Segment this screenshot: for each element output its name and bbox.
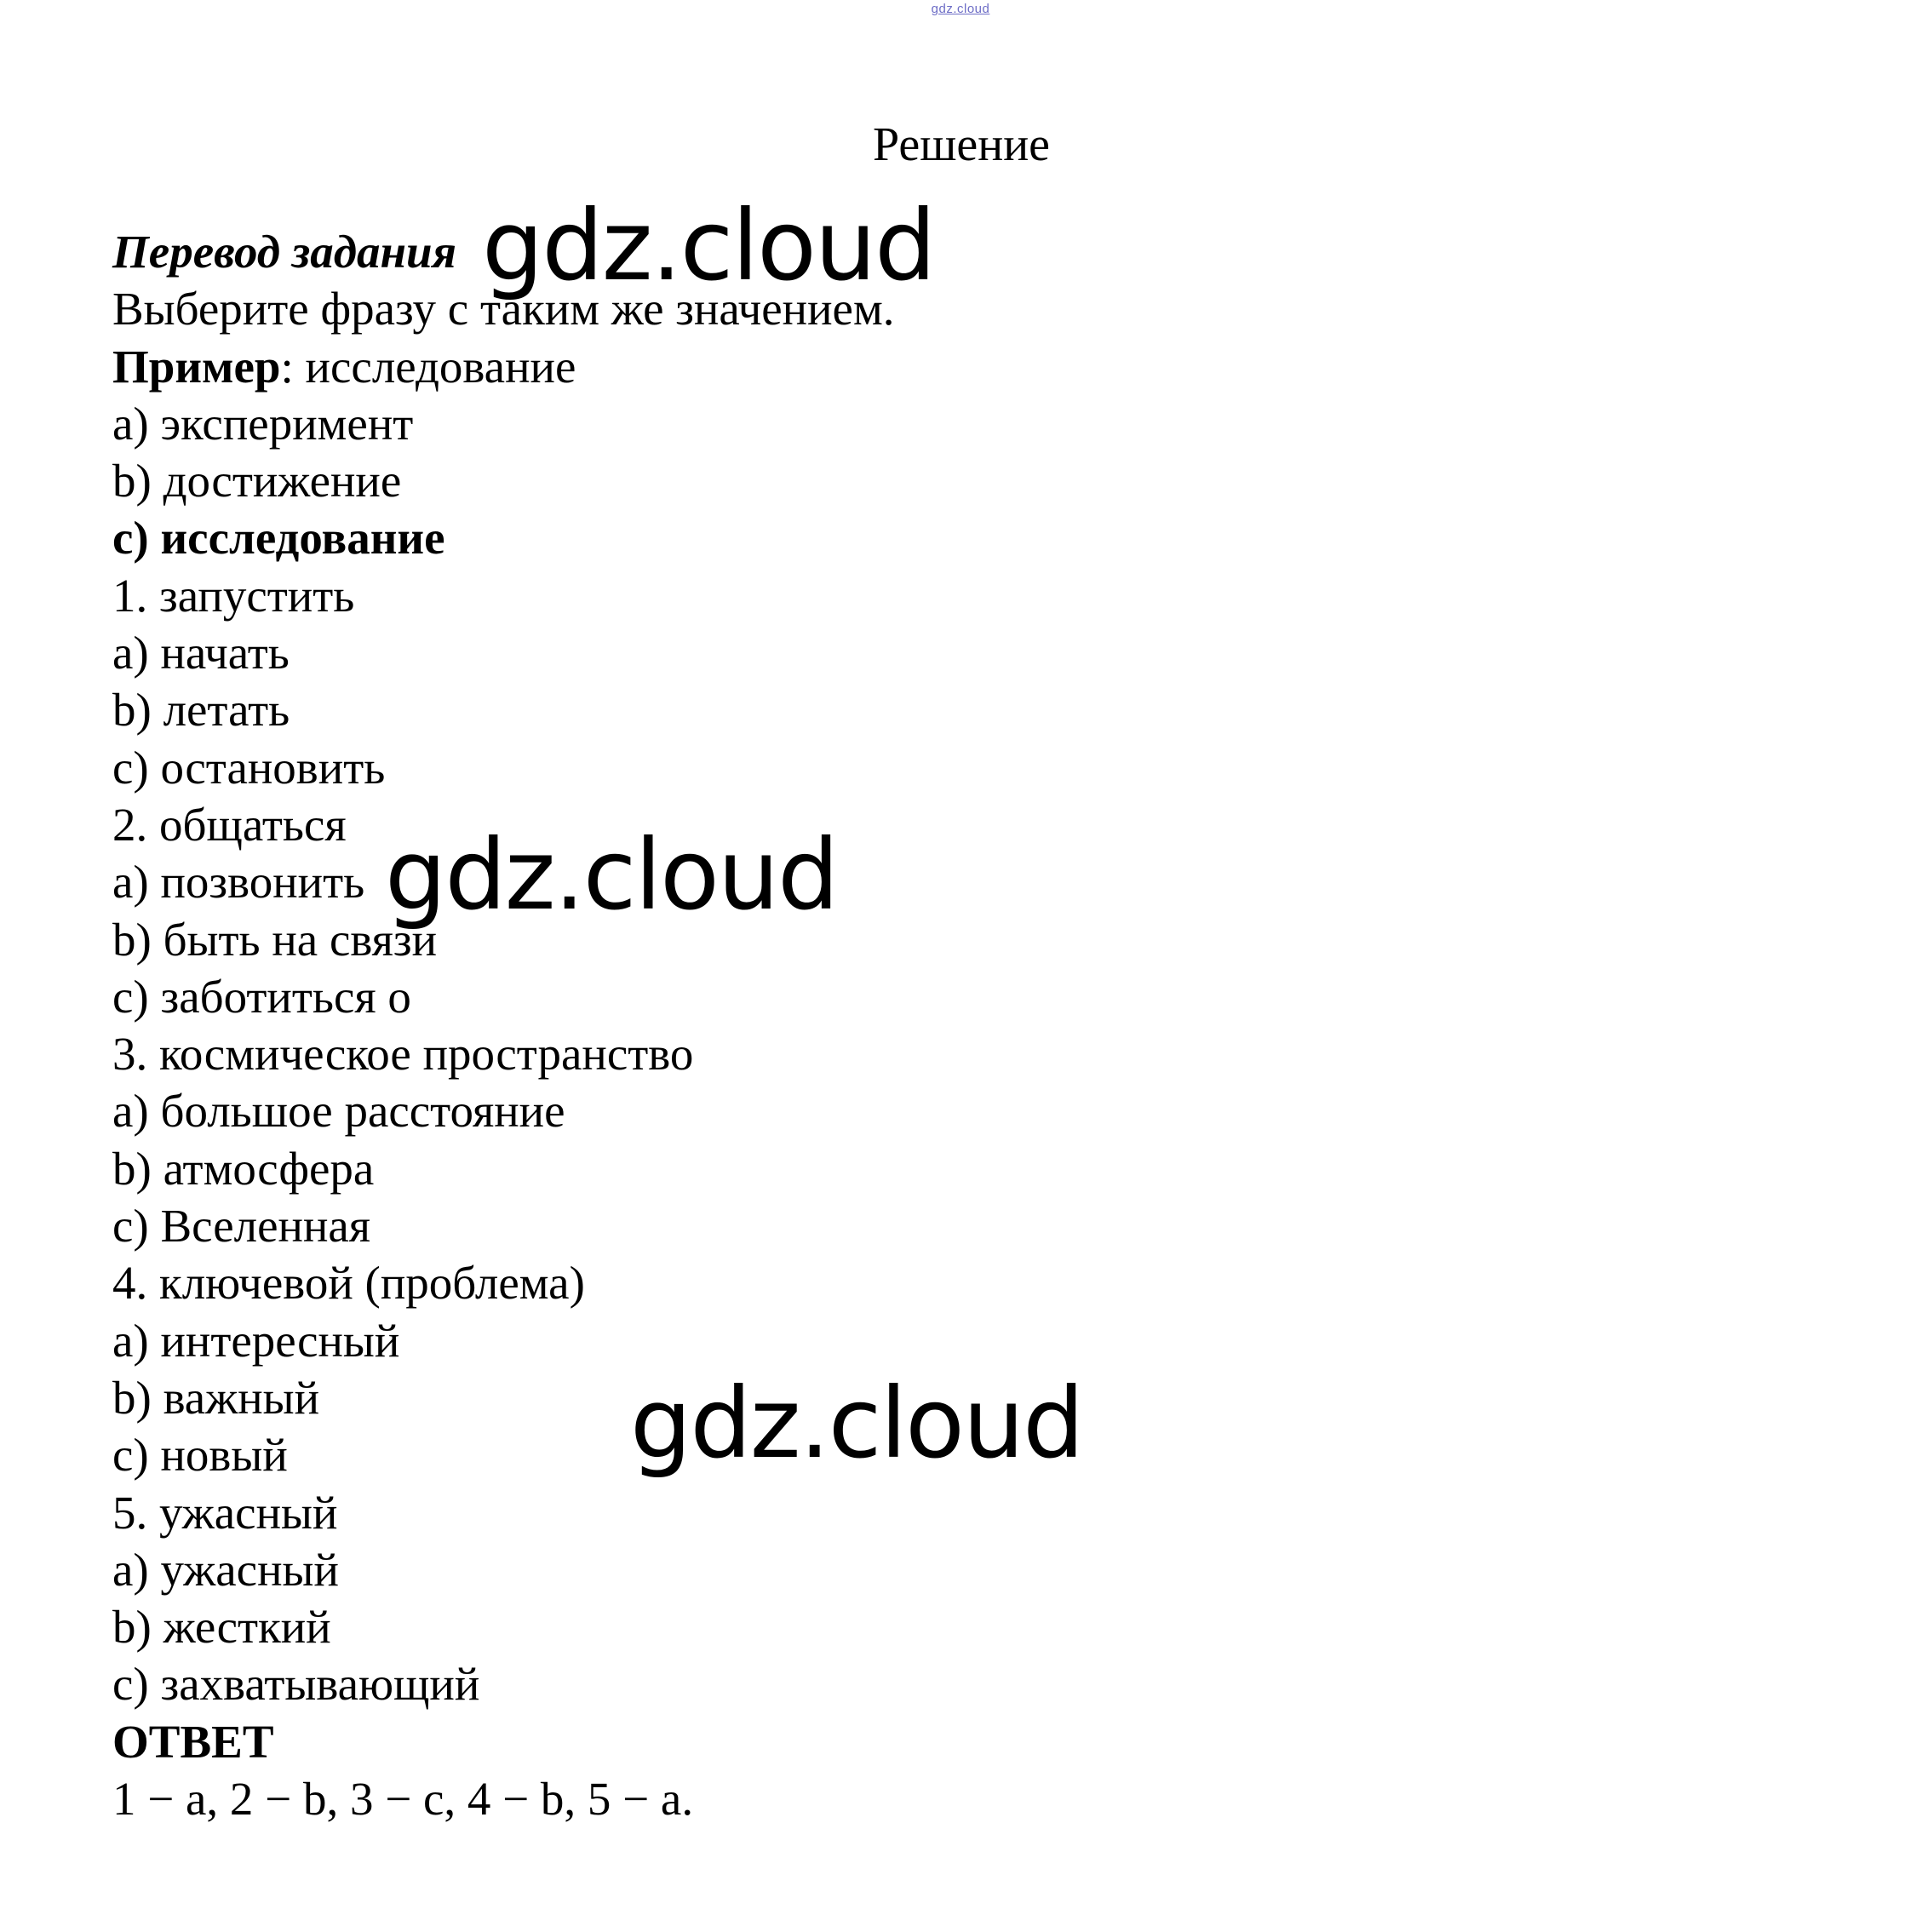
option-line: a) большое расстояние bbox=[112, 1085, 565, 1138]
answer-text: 1 − a, 2 − b, 3 − c, 4 − b, 5 − a. bbox=[112, 1773, 694, 1826]
instruction-text: Выберите фразу с таким же значением. bbox=[112, 283, 895, 335]
option-line: b) достижение bbox=[112, 455, 402, 507]
answer-label: ОТВЕТ bbox=[112, 1715, 274, 1768]
option-line: a) позвонить bbox=[112, 856, 365, 909]
top-watermark-link: gdz.cloud bbox=[931, 2, 990, 16]
page-heading: Решение bbox=[872, 118, 1051, 171]
option-line: c) захватывающий bbox=[112, 1658, 480, 1711]
option-line: c) Вселенная bbox=[112, 1200, 371, 1253]
example-line bbox=[112, 338, 895, 395]
option-line: b) быть на связи bbox=[112, 913, 438, 966]
translation-label: Перевод задания bbox=[112, 226, 456, 278]
option-line: a) эксперимент bbox=[112, 397, 414, 450]
option-line: c) заботиться о bbox=[112, 970, 411, 1023]
option-line: c) новый bbox=[112, 1429, 288, 1482]
option-line: a) интересный bbox=[112, 1314, 400, 1367]
option-line: c) остановить bbox=[112, 741, 386, 794]
option-line: b) летать bbox=[112, 684, 290, 737]
option-line: b) важный bbox=[112, 1371, 320, 1424]
watermark: gdz.cloud bbox=[482, 189, 935, 302]
example-label: Пример bbox=[112, 340, 281, 393]
watermark: gdz.cloud bbox=[630, 1367, 1083, 1480]
question-line: 1. запустить bbox=[112, 569, 355, 622]
question-line: 3. космическое пространство bbox=[112, 1028, 694, 1081]
solution-text bbox=[112, 223, 895, 1827]
watermark: gdz.cloud bbox=[385, 818, 838, 932]
option-line: a) начать bbox=[112, 627, 290, 679]
question-line: 5. ужасный bbox=[112, 1486, 338, 1539]
option-line: b) атмосфера bbox=[112, 1142, 375, 1195]
option-line: b) жесткий bbox=[112, 1601, 331, 1654]
option-line: a) ужасный bbox=[112, 1543, 339, 1596]
question-line: 2. общаться bbox=[112, 798, 347, 851]
example-word: : исследование bbox=[280, 340, 576, 393]
question-line: 4. ключевой (проблема) bbox=[112, 1257, 585, 1310]
option-line-correct: c) исследование bbox=[112, 512, 445, 565]
